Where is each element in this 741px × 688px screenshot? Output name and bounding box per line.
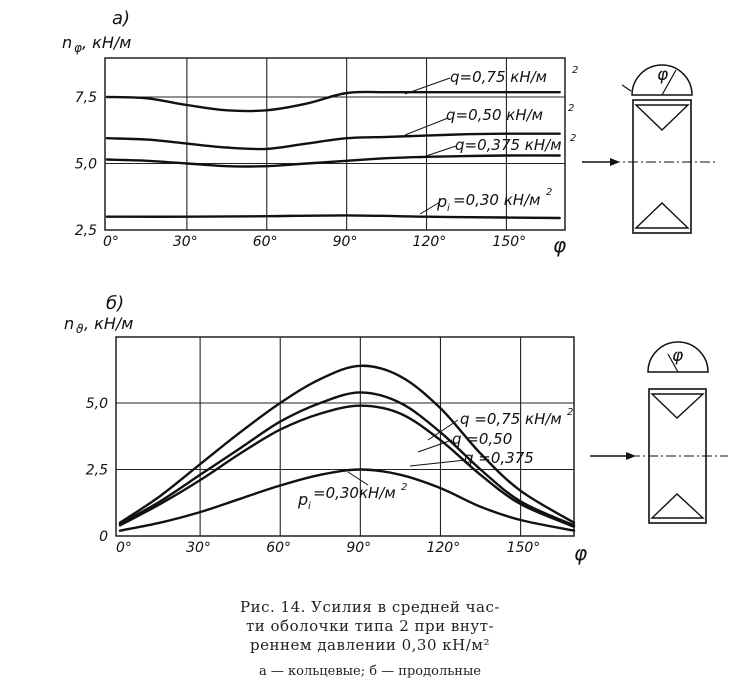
panel-a-x-tick-label: 30° — [172, 234, 198, 250]
panel-b-y-tick-label: 0 — [99, 529, 108, 545]
panel-a-series-label: q=0,75 кН/м — [450, 68, 547, 86]
panel-a-series-label-superscript: 2 — [572, 65, 579, 76]
chart-panel-b — [64, 293, 587, 565]
panel-b-series-label: q =0,50 — [452, 430, 513, 448]
panel-a-series-label: q=0,50 кН/м — [446, 106, 543, 124]
panel-a-series-label-superscript: 2 — [568, 103, 575, 114]
panel-b-x-tick-label: 0° — [116, 540, 132, 556]
arrowhead-shape — [626, 452, 636, 460]
arrowhead-shape — [610, 158, 620, 166]
caption-line: ти оболочки типа 2 при внут- — [245, 617, 495, 635]
panel-a-x-tick-label: 90° — [332, 234, 358, 250]
panel-a-x-axis-label: φ — [553, 233, 567, 257]
panel-a-y-axis-symbol: n — [62, 33, 73, 52]
panel-b-x-tick-label: 120° — [426, 540, 461, 556]
panel-a-series-label-superscript: 2 — [570, 133, 577, 144]
panel-b-y-axis-symbol: n — [64, 314, 75, 333]
panel-a-pi-subscript: i — [447, 203, 450, 214]
panel-b-label: б) — [106, 293, 125, 314]
panel-b-x-tick-label: 150° — [506, 540, 541, 556]
panel-a-y-ticks — [75, 90, 97, 239]
triangle-shape — [652, 494, 703, 518]
angle-label: φ — [672, 346, 684, 366]
panel-b-pi-subscript: i — [308, 501, 311, 512]
panel-b-pi-symbol: p — [298, 490, 309, 509]
chart-panel-a — [62, 8, 578, 257]
panel-b-x-tick-label: 60° — [266, 540, 292, 556]
panel-a-pi-symbol: p — [437, 192, 448, 211]
figure-caption-legend: а — кольцевые; б — продольные — [258, 664, 481, 679]
panel-a-x-tick-label: 60° — [252, 234, 278, 250]
panel-a-series-label: q=0,375 кН/м — [455, 136, 562, 154]
panel-b-y-tick-label: 2,5 — [85, 462, 108, 479]
panel-a-series-line — [107, 155, 560, 166]
panel-a-series-label-superscript: 2 — [546, 187, 553, 198]
caption-line: реннем давлении 0,30 кН/м² — [250, 636, 490, 654]
panel-a-x-tick-label: 120° — [412, 234, 447, 250]
triangle-shape — [652, 394, 703, 418]
triangle-shape — [636, 203, 688, 228]
panel-a-y-tick-label: 7,5 — [74, 90, 97, 106]
angle-label: φ — [657, 65, 669, 85]
panel-a-x-tick-label: 0° — [103, 234, 119, 250]
panel-a-x-ticks — [103, 234, 526, 250]
panel-b-series-label: q =0,375 — [464, 449, 534, 467]
panel-b-series-label-superscript: 2 — [567, 407, 574, 418]
panel-b-y-tick-label: 5,0 — [85, 396, 108, 412]
panel-a-y-tick-label: 5,0 — [74, 156, 97, 173]
panel-a-y-axis-unit: , кН/м — [82, 33, 132, 52]
caption-line: Рис. 14. Усилия в средней час- — [240, 598, 500, 616]
panel-b-series-label: q =0,75 кН/м — [460, 410, 562, 428]
panel-b-leader-line — [410, 460, 466, 466]
panel-b-x-tick-label: 30° — [186, 540, 211, 556]
shell-diagram-a — [582, 65, 716, 233]
shell-rectangle — [633, 100, 691, 233]
panel-a-label: а) — [112, 8, 131, 29]
angle-ray — [622, 85, 631, 91]
panel-b-x-ticks — [116, 540, 540, 556]
panel-a-series-label: =0,30 кН/м — [453, 191, 541, 209]
panel-b-series-label-superscript: 2 — [401, 482, 408, 493]
panel-b-y-axis-subscript: ϑ — [76, 322, 84, 336]
panel-a-series-line — [107, 215, 560, 218]
shell-diagram-b — [590, 342, 728, 523]
panel-b-series-label: =0,30кН/м — [313, 484, 396, 502]
panel-a-y-tick-label: 2,5 — [74, 223, 97, 239]
panel-b-x-axis-label: φ — [574, 541, 588, 565]
panel-b-y-axis-unit: , кН/м — [84, 314, 134, 333]
panel-b-y-ticks — [86, 396, 108, 545]
figure-caption — [180, 598, 560, 655]
panel-a-y-axis-subscript: φ — [74, 41, 82, 55]
panel-a-x-tick-label: 150° — [492, 234, 527, 250]
triangle-shape — [636, 105, 688, 130]
panel-b-x-tick-label: 90° — [346, 540, 372, 556]
